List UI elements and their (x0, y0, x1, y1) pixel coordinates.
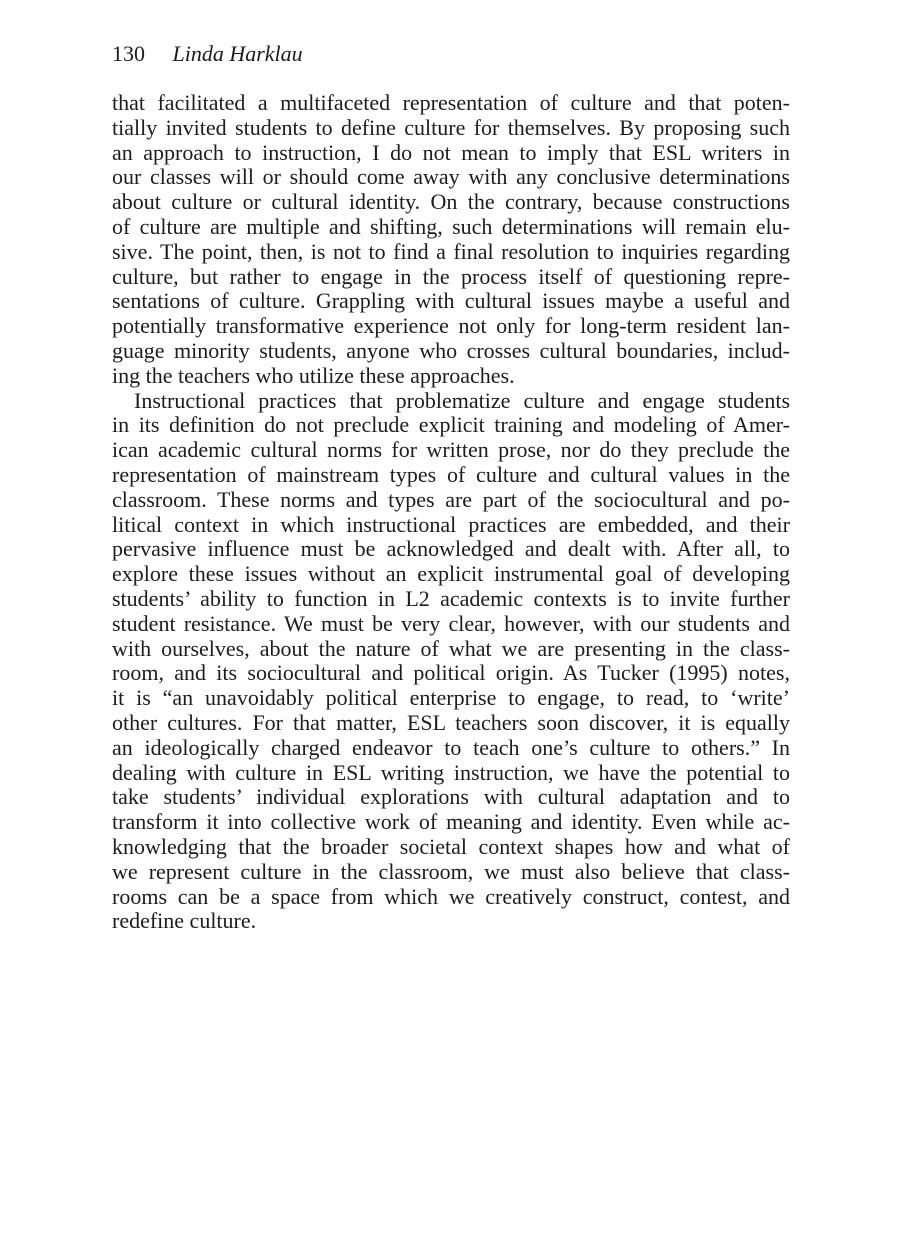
text-line: student resistance. We must be very clear, however, with our students and (112, 610, 790, 636)
text-line: representation of mainstream types of culture and cultural values in the (112, 461, 790, 487)
text-line: transform it into collective work of meaning and identity. Even while ac- (112, 809, 790, 835)
text-line: rooms can be a space from which we creatively construct, contest, and (112, 883, 790, 909)
text-line: knowledging that the broader societal context shapes how and what of (112, 833, 790, 859)
text-line: room, and its sociocultural and political origin. As Tucker (1995) notes, (112, 660, 790, 686)
text-line: take students’ individual explorations with cultural adaptation and to (112, 784, 790, 810)
text-line: sive. The point, then, is not to find a final resolution to inquiries regarding (112, 238, 790, 264)
running-head (112, 40, 303, 68)
paragraph-2 (112, 389, 790, 935)
text-line: that facilitated a multifaceted representation of culture and that poten- (112, 90, 790, 115)
text-line: about culture or cultural identity. On the contrary, because constructions (112, 189, 790, 215)
text-line: classroom. These norms and types are part of the sociocultural and po- (112, 486, 790, 512)
text-line: litical context in which instructional practices are embedded, and their (112, 511, 790, 537)
text-line: pervasive influence must be acknowledged and dealt with. After all, to (112, 536, 790, 562)
text-line: explore these issues without an explicit instrumental goal of developing (112, 561, 790, 587)
text-line: an approach to instruction, I do not mean to imply that ESL writers in (112, 139, 790, 165)
running-head-author: Linda Harklau (172, 41, 303, 66)
text-line: we represent culture in the classroom, we must also believe that class- (112, 858, 790, 884)
text-line: Instructional practices that problematize culture and engage students (134, 387, 790, 413)
text-line: our classes will or should come away with any conclusive determinations (112, 164, 790, 190)
page-number: 130 (112, 41, 145, 66)
text-line: ing the teachers who utilize these approaches. (112, 362, 515, 388)
text-line: other cultures. For that matter, ESL teachers soon discover, it is equally (112, 709, 790, 735)
text-line: tially invited students to define culture for themselves. By proposing such (112, 114, 790, 140)
text-line: potentially transformative experience not only for long-term resident lan- (112, 313, 790, 339)
text-line: an ideologically charged endeavor to teach one’s culture to others.” In (112, 734, 790, 760)
paragraph-1 (112, 91, 790, 389)
body-text (112, 91, 790, 934)
text-line: dealing with culture in ESL writing instruction, we have the potential to (112, 759, 790, 785)
text-line: culture, but rather to engage in the process itself of questioning repre- (112, 263, 790, 289)
text-line: ican academic cultural norms for written prose, nor do they preclude the (112, 437, 790, 463)
text-line: redefine culture. (112, 908, 257, 934)
text-line: with ourselves, about the nature of what we are presenting in the class- (112, 635, 790, 661)
text-line: of culture are multiple and shifting, such determinations will remain elu- (112, 213, 790, 239)
text-line: it is “an unavoidably political enterprise to engage, to read, to ‘write’ (112, 685, 790, 711)
text-line: students’ ability to function in L2 academic contexts is to invite further (112, 585, 790, 611)
text-line: guage minority students, anyone who crosses cultural boundaries, includ- (112, 337, 790, 363)
text-line: sentations of culture. Grappling with cultural issues maybe a useful and (112, 288, 790, 314)
text-line: in its definition do not preclude explicit training and modeling of Amer- (112, 412, 790, 438)
